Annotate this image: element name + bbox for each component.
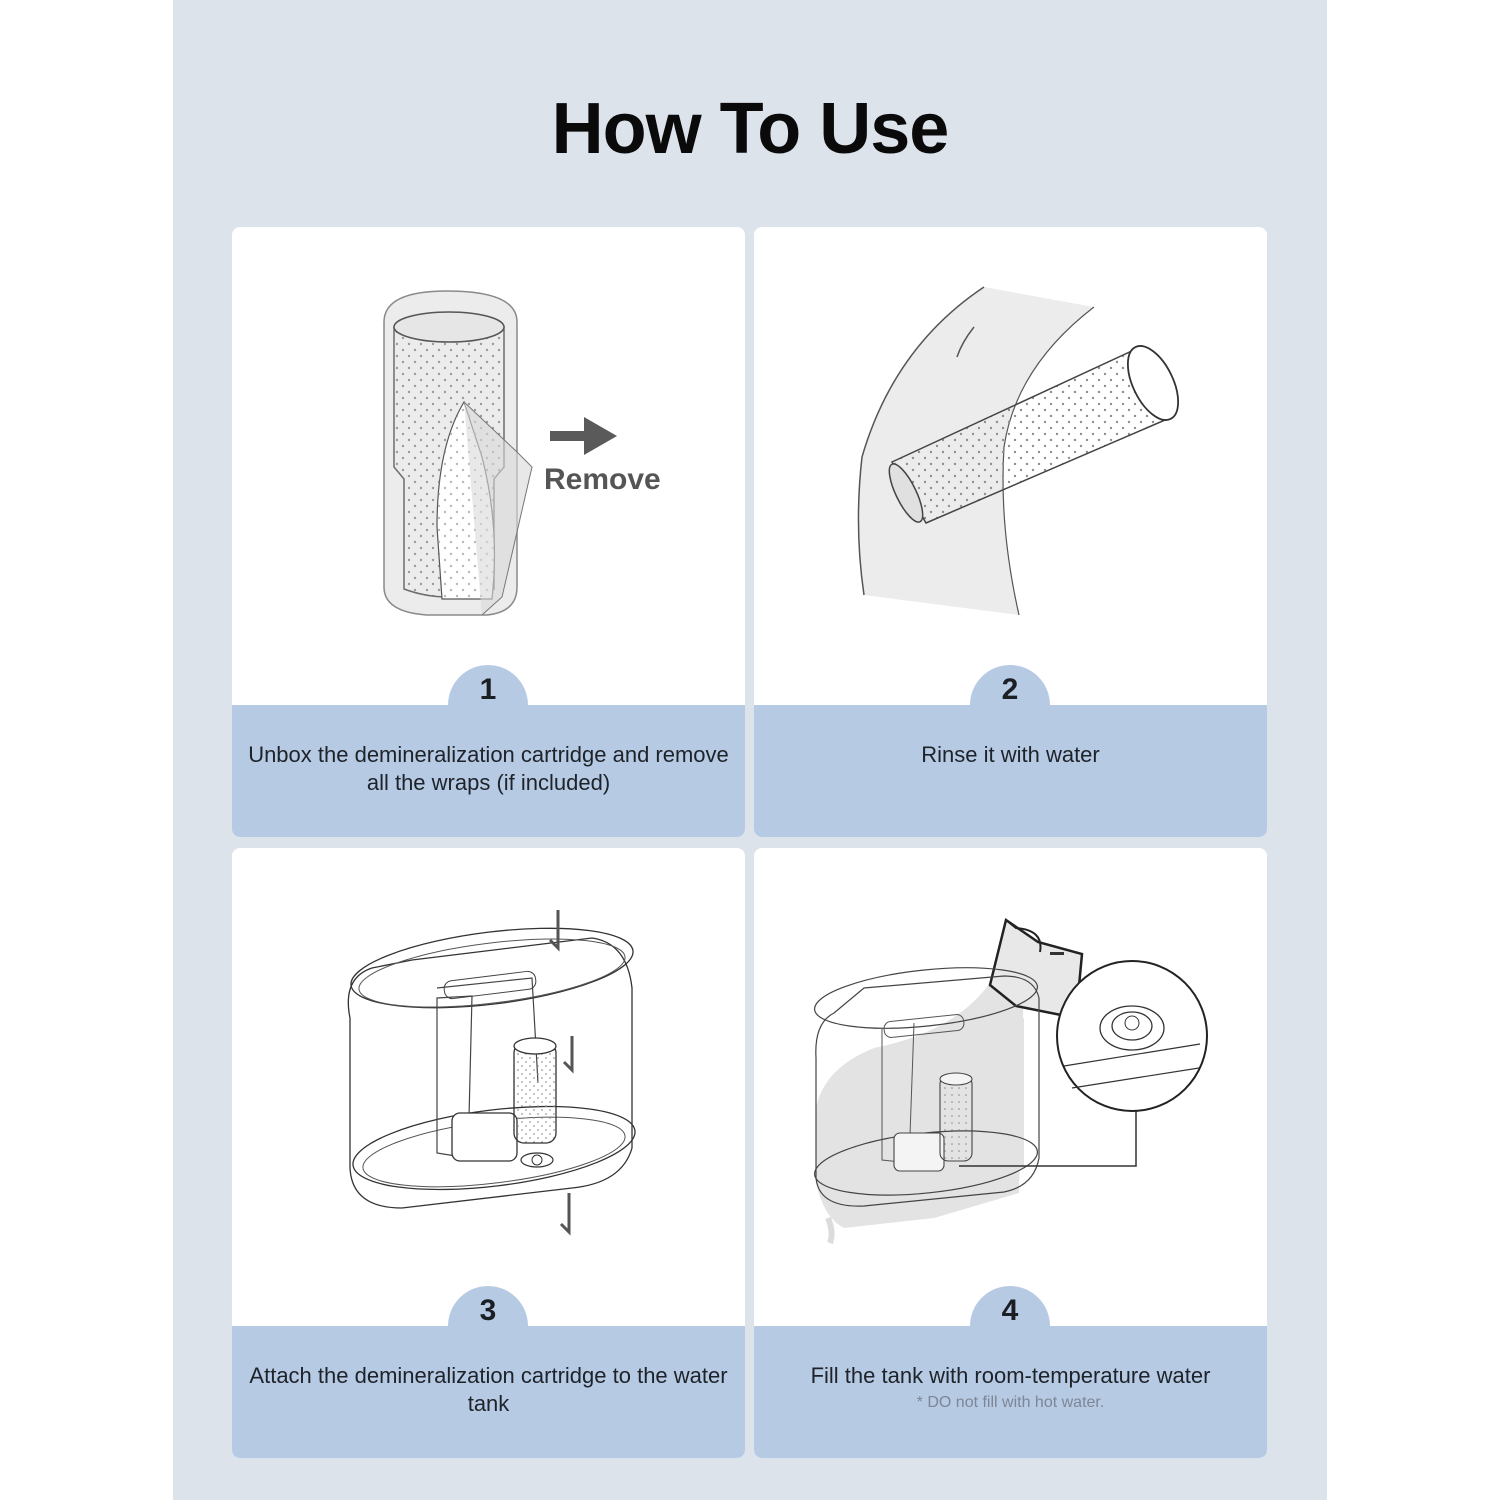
step-band [754, 705, 1267, 837]
step-description: Attach the demineralization cartridge to the water tank [249, 1363, 728, 1416]
cartridge-rinse-icon [754, 227, 1267, 705]
remove-callout: Remove [544, 463, 661, 496]
page-title: How To Use [551, 89, 949, 169]
step-card-1 [232, 227, 745, 837]
step-number: 3 [479, 1294, 497, 1327]
step-card-4 [754, 848, 1267, 1458]
step-description: Unbox the demineralization cartridge and remove all the wraps (if included) [248, 742, 729, 795]
tank-attach-cartridge-icon [232, 848, 745, 1326]
step-card-3 [232, 848, 745, 1458]
step-number: 4 [1001, 1294, 1019, 1327]
step-description: Fill the tank with room-temperature water [810, 1363, 1211, 1388]
cartridge-in-wrap-icon [232, 227, 745, 705]
step-warning-note: * DO not fill with hot water. [916, 1394, 1105, 1411]
step-description: Rinse it with water [921, 742, 1100, 767]
step-number: 2 [1001, 673, 1019, 706]
step-card-2 [754, 227, 1267, 837]
tank-fill-water-icon [754, 848, 1267, 1326]
step-band [754, 1326, 1267, 1458]
step-number: 1 [479, 673, 497, 706]
